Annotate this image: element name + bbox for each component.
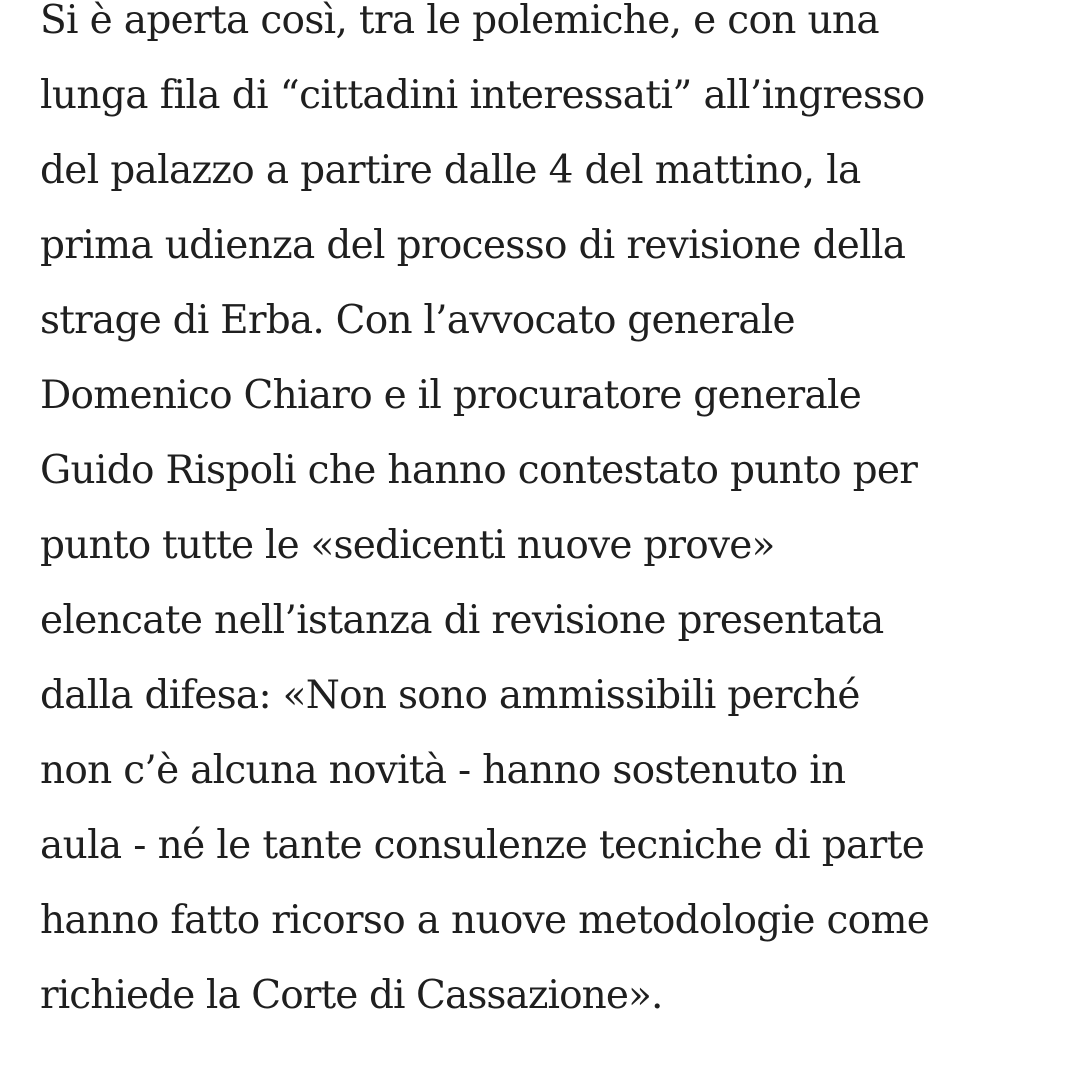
paragraph-line-4: prima udienza del processo di revisione della <box>40 223 906 268</box>
paragraph-line-12: aula - né le tante consulenze tecniche di parte <box>40 823 925 868</box>
paragraph-line-11: non c’è alcuna novità - hanno sostenuto in <box>40 748 846 793</box>
paragraph-line-5: strage di Erba. Con l’avvocato generale <box>40 298 795 343</box>
paragraph-line-9: elencate nell’istanza di revisione presentata <box>40 598 884 643</box>
paragraph-line-7: Guido Rispoli che hanno contestato punto per <box>40 448 918 493</box>
paragraph-line-13: hanno fatto ricorso a nuove metodologie come <box>40 898 930 943</box>
paragraph-line-14: richiede la Corte di Cassazione». <box>40 973 663 1018</box>
paragraph-line-1: Si è aperta così, tra le polemiche, e con una <box>40 0 879 43</box>
paragraph-line-2: lunga fila di “cittadini interessati” all’ingresso <box>40 73 925 118</box>
paragraph-line-3: del palazzo a partire dalle 4 del mattino, la <box>40 148 861 193</box>
paragraph-line-6: Domenico Chiaro e il procuratore generale <box>40 373 862 418</box>
paragraph-line-8: punto tutte le «sedicenti nuove prove» <box>40 523 775 568</box>
article-paragraph <box>40 0 1060 1033</box>
paragraph-line-10: dalla difesa: «Non sono ammissibili perché <box>40 673 860 718</box>
